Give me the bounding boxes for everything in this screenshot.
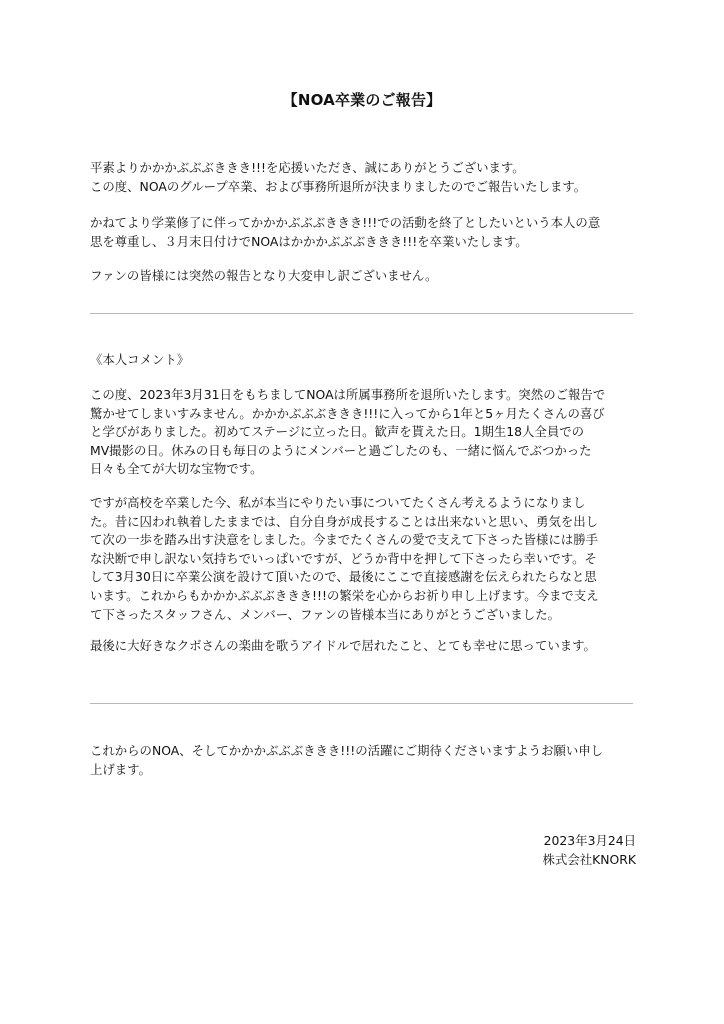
section-divider [90, 703, 633, 704]
text-line: この度、NOAのグループ卒業、および事務所退所が決まりましたのでご報告いたします。 [90, 178, 587, 194]
text-line: 平素よりかかかぶぶぶききき!!!を応援いただき、誠にありがとうございます。 [90, 160, 525, 175]
text-line: 思を尊重し、３月末日付けでNOAはかかかぶぶぶききき!!!を卒業いたします。 [90, 233, 528, 249]
section-divider [90, 313, 633, 314]
text-line: 《本人コメント》 [90, 352, 190, 367]
text-line: て次の一歩を踏み出す決意をしました。今までたくさんの愛で支えて下さった皆様には勝手 [90, 532, 599, 548]
text-line: かねてより学業修了に伴ってかかかぶぶぶききき!!!での活動を終了としたいという本人の意 [90, 215, 601, 230]
comment-paragraph-2 [90, 494, 650, 624]
text-line: 驚かせてしまいすみません。かかかぶぶぶききき!!!に入ってから1年と5ヶ月たくさんの喜び [90, 405, 605, 421]
text-line: と学びがありました。初めてステージに立った日。歓声を貰えた日。1期生18人全員での [90, 424, 584, 440]
page-title: 【NOA卒業のご報告】 [282, 91, 442, 109]
text-line: して3月30日に卒業公演を設けて頂いたので、最後にここで直接感謝を伝えられたらなと思 [90, 569, 597, 585]
signature-date: 2023年3月24日 [543, 833, 636, 848]
text-line: MV撮影の日。休みの日も毎日のようにメンバーと過ごしたのも、一緒に悩んでぶつかった [90, 442, 592, 458]
comment-paragraph-1 [90, 386, 650, 479]
text-line: 最後に大好きなクボさんの楽曲を歌うアイドルで居れたこと、とても幸せに思っています。 [90, 638, 596, 653]
text-line: これからのNOA、そしてかかかぶぶぶききき!!!の活躍にご期待くださいますようお願い申し [90, 743, 604, 758]
text-line: この度、2023年3月31日をもちましてNOAは所属事務所を退所いたします。突然のご報告で [90, 387, 606, 402]
text-line: ですが高校を卒業した今、私が本当にやりたい事についてたくさん考えるようになりまし [90, 495, 586, 510]
closing-paragraph [90, 742, 650, 779]
text-line: 上げます。 [90, 761, 151, 777]
intro-paragraph [90, 159, 650, 196]
comment-paragraph-3 [90, 637, 650, 656]
text-line: な決断で申し訳ない気持ちでいっぱいですが、どうか背中を押して下さったら幸いです。そ [90, 550, 597, 566]
text-line: います。これからもかかかぶぶぶききき!!!の繁栄を心からお祈り申し上げます。今まで支え [90, 587, 599, 603]
comment-heading [90, 351, 650, 370]
text-line: ファンの皆様には突然の報告となり大変申し訳ございません。 [90, 268, 438, 283]
signature-block [336, 832, 636, 869]
decision-paragraph [90, 214, 650, 251]
apology-paragraph [90, 267, 650, 286]
signature-company: 株式会社KNORK [542, 851, 636, 867]
text-line: 日々も全てが大切な宝物です。 [90, 461, 263, 477]
text-line: た。昔に囚われ執着したままでは、自分自身が成長することは出来ないと思い、勇気を出し [90, 513, 599, 529]
text-line: て下さったスタッフさん、メンバー、ファンの皆様本当にありがとうございました。 [90, 606, 560, 622]
